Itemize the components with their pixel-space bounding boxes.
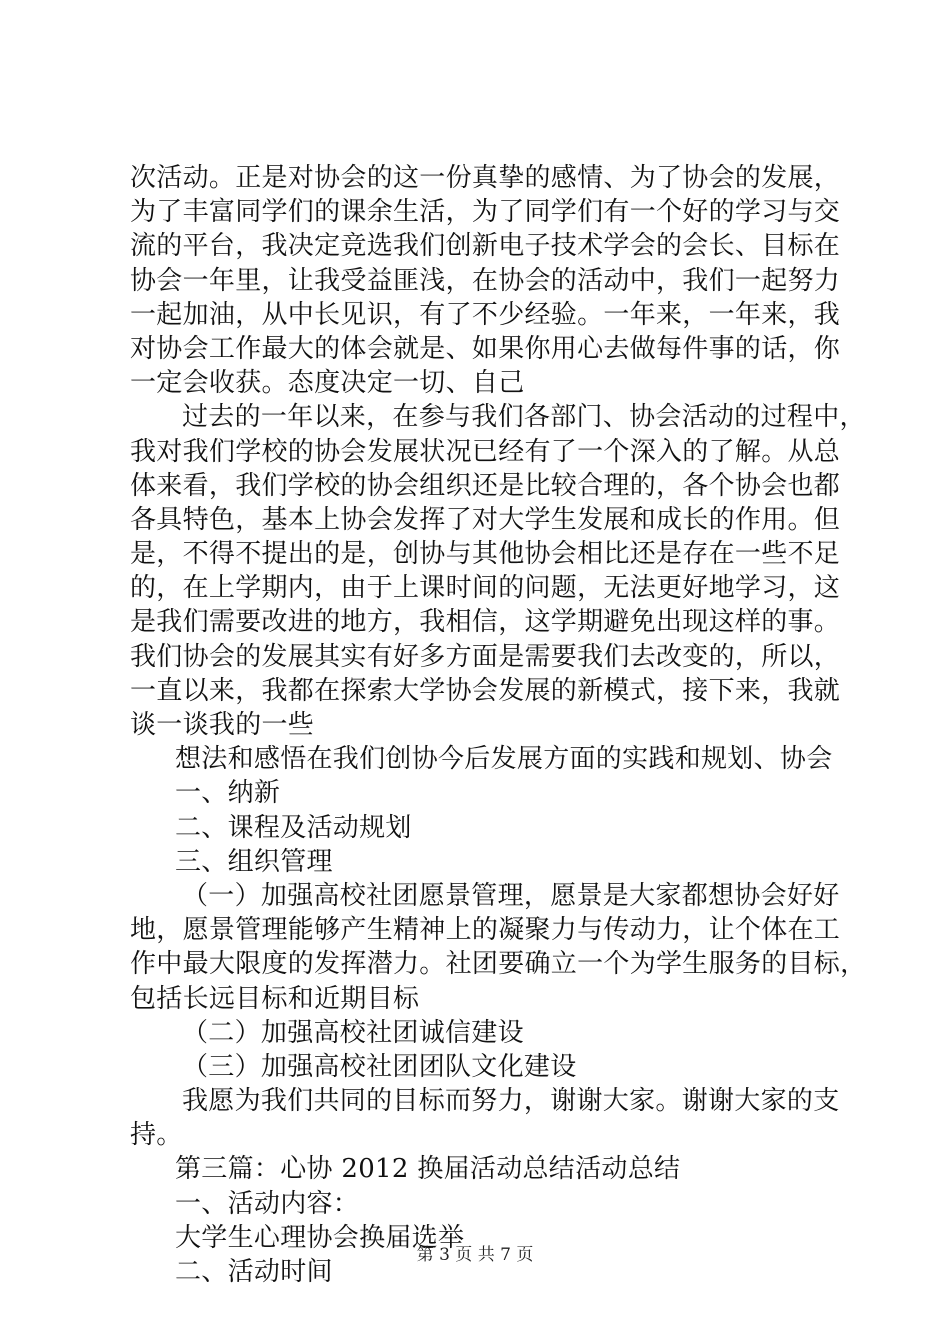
text-line: 体来看，我们学校的协会组织还是比较合理的，各个协会也都 (130, 470, 841, 501)
text-line: （三）加强高校社团团队文化建设 (182, 1051, 577, 1082)
text-line: 协会一年里，让我受益匪浅，在协会的活动中，我们一起努力 (130, 265, 841, 296)
text-line: 对协会工作最大的体会就是、如果你用心去做每件事的话，你 (130, 333, 841, 364)
text-line: 我愿为我们共同的目标而努力，谢谢大家。谢谢大家的支 (182, 1086, 840, 1117)
text-line: 持。 (130, 1120, 183, 1151)
text-line: 大学生心理协会换届选举 (175, 1222, 465, 1253)
text-line: 是我们需要改进的地方，我相信，这学期避免出现这样的事。 (130, 607, 841, 638)
text-line: 一、纳新 (175, 778, 281, 809)
text-line: 三、组织管理 (175, 846, 333, 877)
text-line: 各具特色，基本上协会发挥了对大学生发展和成长的作用。但 (130, 504, 841, 535)
text-line: 的，在上学期内，由于上课时间的问题，无法更好地学习，这 (130, 573, 841, 604)
text-line: （二）加强高校社团诚信建设 (182, 1017, 524, 1048)
text-line: 一直以来，我都在探索大学协会发展的新模式，接下来，我就 (130, 675, 841, 706)
text-line: 第三篇：心协 2012 换届活动总结活动总结 (175, 1154, 681, 1185)
text-line: 一起加油，从中长见识，有了不少经验。一年来，一年来，我 (130, 299, 841, 330)
text-line: （一）加强高校社团愿景管理，愿景是大家都想协会好好 (182, 880, 840, 911)
page-footer: 第 3 页 共 7 页 (416, 1245, 534, 1265)
text-line: 次活动。正是对协会的这一份真挚的感情、为了协会的发展， (130, 163, 841, 193)
text-line: 我们协会的发展其实有好多方面是需要我们去改变的，所以， (130, 641, 841, 672)
document-body (130, 161, 867, 1289)
text-line: 流的平台，我决定竞选我们创新电子技术学会的会长、目标在 (130, 231, 841, 262)
text-line: 为了丰富同学们的课余生活，为了同学们有一个好的学习与交 (130, 197, 841, 228)
text-line: 想法和感悟在我们创协今后发展方面的实践和规划、协会 (175, 744, 833, 775)
text-line: 包括长远目标和近期目标 (130, 983, 420, 1014)
text-line: 我对我们学校的协会发展状况已经有了一个深入的了解。从总 (130, 436, 841, 467)
text-line: 过去的一年以来，在参与我们各部门、协会活动的过程中， (182, 402, 866, 433)
text-line: 作中最大限度的发挥潜力。社团要确立一个为学生服务的目标， (130, 949, 867, 980)
text-line: 二、课程及活动规划 (175, 812, 412, 843)
text-line: 是，不得不提出的是，创协与其他协会相比还是存在一些不足 (130, 539, 841, 570)
text-line: 一、活动内容： (175, 1188, 360, 1219)
text-line: 一定会收获。态度决定一切、自己 (130, 368, 525, 399)
text-line: 谈一谈我的一些 (130, 710, 315, 740)
text-line: 二、活动时间 (175, 1257, 333, 1287)
text-line: 地，愿景管理能够产生精神上的凝聚力与传动力，让个体在工 (130, 915, 841, 946)
